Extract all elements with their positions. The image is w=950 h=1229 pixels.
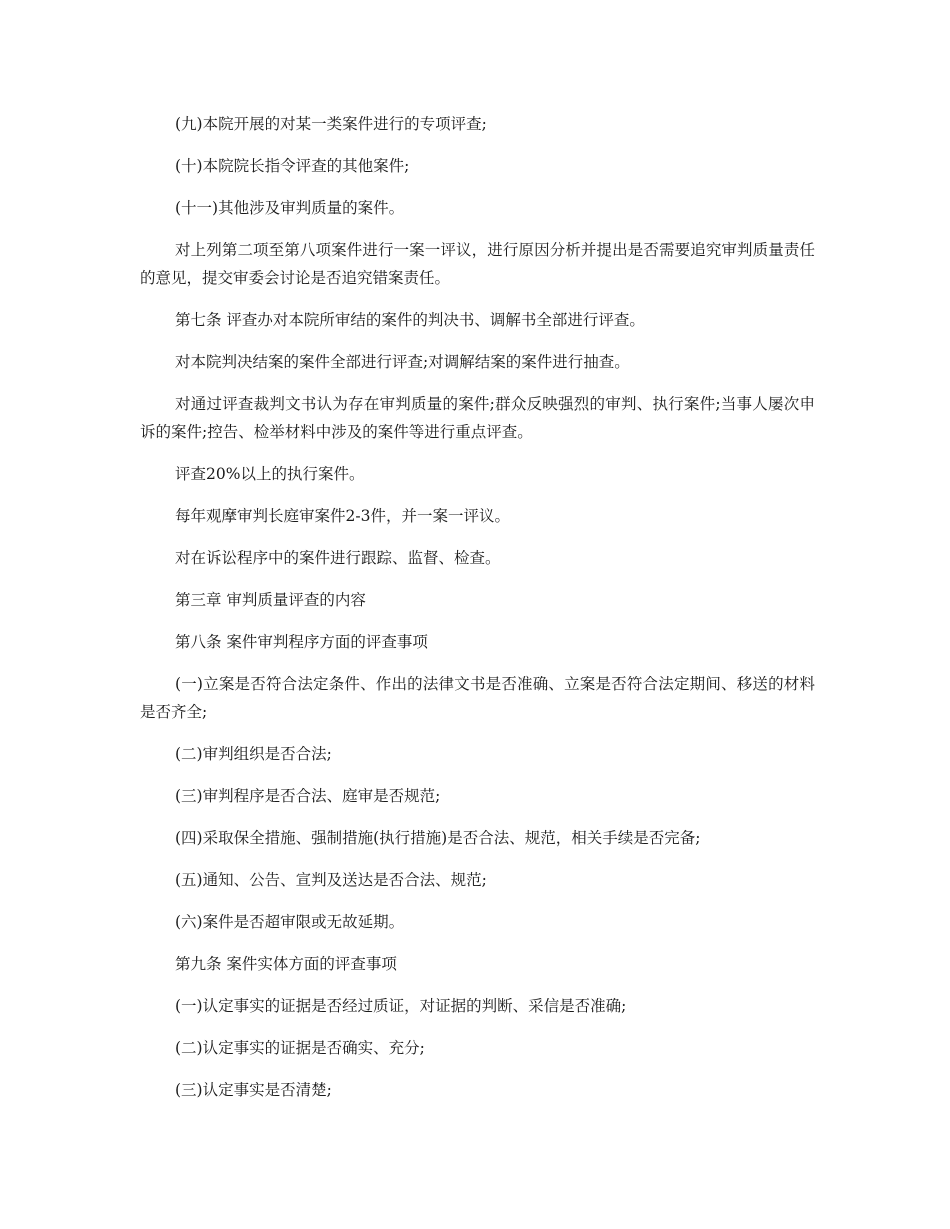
article-8-item-3: (三)审判程序是否合法、庭审是否规范; [175, 787, 441, 805]
article-8-heading: 第八条 案件审判程序方面的评查事项 [175, 633, 428, 651]
article-9-item-3: (三)认定事实是否清楚; [175, 1081, 332, 1099]
paragraph-execution-review: 评查20%以上的执行案件。 [175, 465, 365, 483]
article-8-item-2: (二)审判组织是否合法; [175, 745, 332, 763]
article-8-item-5: (五)通知、公告、宣判及送达是否合法、规范; [175, 871, 487, 889]
article-8-item-1: (一)立案是否符合法定条件、作出的法律文书是否准确、立案是否符合法定期间、移送的材料是否齐全; [140, 675, 815, 721]
article-7: 第七条 评查办对本院所审结的案件的判决书、调解书全部进行评查。 [175, 311, 645, 329]
paragraph-tracking: 对在诉讼程序中的案件进行跟踪、监督、检查。 [175, 549, 501, 567]
paragraph-key-review: 对通过评查裁判文书认为存在审判质量的案件;群众反映强烈的审判、执行案件;当事人屡次申诉的案件;控告、检举材料中涉及的案件等进行重点评查。 [140, 395, 815, 441]
paragraph-trial-observation: 每年观摩审判长庭审案件2-3件，并一案一评议。 [175, 507, 510, 525]
article-9-heading: 第九条 案件实体方面的评查事项 [175, 955, 397, 973]
chapter-3-heading: 第三章 审判质量评查的内容 [175, 591, 366, 609]
paragraph-item-10: (十)本院院长指令评查的其他案件; [175, 157, 410, 175]
article-9-item-2: (二)认定事实的证据是否确实、充分; [175, 1039, 425, 1057]
article-8-item-6: (六)案件是否超审限或无故延期。 [175, 913, 405, 931]
document-body [140, 110, 815, 1118]
article-8-item-4: (四)采取保全措施、强制措施(执行措施)是否合法、规范，相关手续是否完备; [175, 829, 701, 847]
paragraph-item-11: (十一)其他涉及审判质量的案件。 [175, 199, 405, 217]
paragraph-judgment-review: 对本院判决结案的案件全部进行评查;对调解结案的案件进行抽查。 [175, 353, 630, 371]
paragraph-review-note: 对上列第二项至第八项案件进行一案一评议，进行原因分析并提出是否需要追究审判质量责任的意见，提交审委会讨论是否追究错案责任。 [140, 241, 815, 287]
paragraph-item-9: (九)本院开展的对某一类案件进行的专项评查; [175, 115, 487, 133]
article-9-item-1: (一)认定事实的证据是否经过质证，对证据的判断、采信是否准确; [175, 997, 627, 1015]
